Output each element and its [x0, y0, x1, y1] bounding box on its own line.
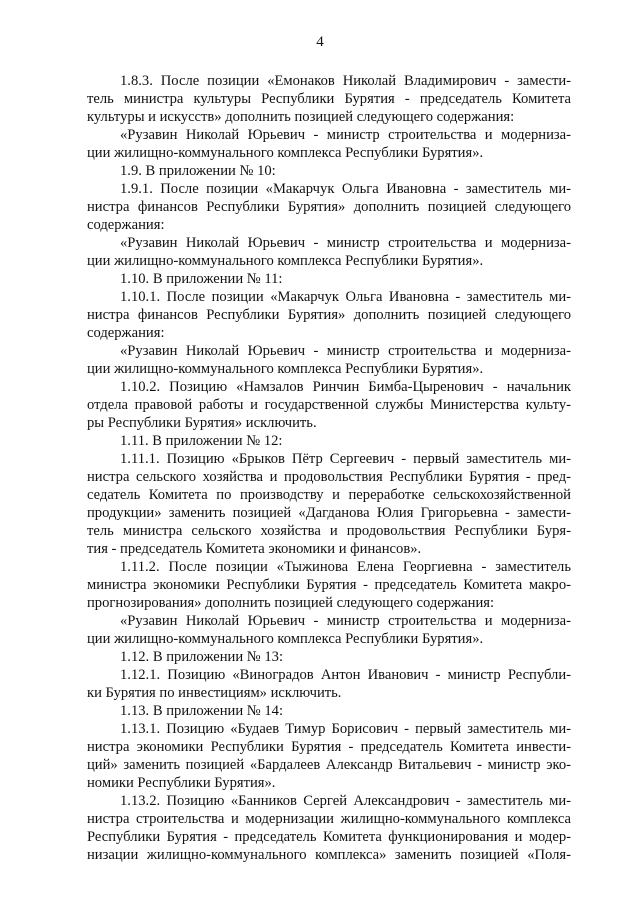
text-line: нистра финансов Республики Бурятия» дополнить позицией следующего	[87, 199, 571, 215]
text-line: тель министра культуры Республики Бурятия - председатель Комитета	[87, 91, 571, 107]
text-line: тия - председатель Комитета экономики и финансов».	[87, 541, 422, 557]
text-line: «Рузавин Николай Юрьевич - министр строительства и модерниза-	[120, 235, 571, 251]
text-line: 1.10.2. Позицию «Намзалов Ринчин Бимба-Цыренович - начальник	[120, 379, 571, 395]
text-line: ции жилищно-коммунального комплекса Республики Бурятия».	[87, 253, 484, 269]
text-line: нистра сельского хозяйства и продовольствия Республики Бурятия - пред-	[87, 469, 571, 485]
text-line: ции жилищно-коммунального комплекса Республики Бурятия».	[87, 361, 484, 377]
text-line: 1.11. В приложении № 12:	[120, 433, 283, 449]
text-line: ки Бурятия по инвестициям» исключить.	[87, 685, 342, 701]
text-line: министра экономики Республики Бурятия - председатель Комитета макро-	[87, 577, 571, 593]
document-body	[87, 72, 571, 864]
text-line: тель министра сельского хозяйства и продовольствия Республики Буря-	[87, 523, 571, 539]
text-line: «Рузавин Николай Юрьевич - министр строительства и модерниза-	[120, 343, 571, 359]
text-line: низации жилищно-коммунального комплекса» заменить позицией «Поля-	[87, 847, 571, 863]
text-line: ции жилищно-коммунального комплекса Республики Бурятия».	[87, 631, 484, 647]
text-line: 1.10.1. После позиции «Макарчук Ольга Ивановна - заместитель ми-	[120, 289, 571, 305]
text-line: отдела правовой работы и государственной службы Министерства культу-	[87, 397, 571, 413]
text-line: 1.13.2. Позицию «Банников Сергей Александрович - заместитель ми-	[120, 793, 571, 809]
text-line: культуры и искусств» дополнить позицией следующего содержания:	[87, 109, 515, 125]
text-line: ций» заменить позицией «Бардалеев Александр Витальевич - министр эко-	[87, 757, 571, 773]
text-line: 1.13.1. Позицию «Будаев Тимур Борисович - первый заместитель ми-	[120, 721, 571, 737]
text-line: 1.10. В приложении № 11:	[120, 271, 283, 287]
text-line: прогнозирования» дополнить позицией следующего содержания:	[87, 595, 495, 611]
text-line: «Рузавин Николай Юрьевич - министр строительства и модерниза-	[120, 127, 571, 143]
text-line: нистра экономики Республики Бурятия - председатель Комитета инвести-	[87, 739, 571, 755]
text-line: седатель Комитета по производству и переработке сельскохозяйственной	[87, 487, 571, 503]
page-number: 4	[316, 34, 324, 50]
text-line: 1.9.1. После позиции «Макарчук Ольга Ивановна - заместитель ми-	[120, 181, 571, 197]
text-line: 1.8.3. После позиции «Емонаков Николай Владимирович - замести-	[120, 73, 571, 89]
text-line: нистра строительства и модернизации жилищно-коммунального комплекса	[87, 811, 571, 827]
text-line: продукции» заменить позицией «Дагданова Юлия Григорьевна - замести-	[87, 505, 571, 521]
text-line: Республики Бурятия - председатель Комитета функционирования и модер-	[87, 829, 571, 845]
text-line: содержания:	[87, 325, 165, 341]
text-line: содержания:	[87, 217, 165, 233]
text-line: нистра финансов Республики Бурятия» дополнить позицией следующего	[87, 307, 571, 323]
text-line: ры Республики Бурятия» исключить.	[87, 415, 317, 431]
text-line: 1.13. В приложении № 14:	[120, 703, 284, 719]
text-line: номики Республики Бурятия».	[87, 775, 276, 791]
text-line: ции жилищно-коммунального комплекса Республики Бурятия».	[87, 145, 484, 161]
text-line: 1.11.2. После позиции «Тыжинова Елена Георгиевна - заместитель	[120, 559, 571, 575]
text-line: 1.12. В приложении № 13:	[120, 649, 284, 665]
text-line: 1.11.1. Позицию «Брыков Пётр Сергеевич - первый заместитель ми-	[120, 451, 571, 467]
text-line: 1.12.1. Позицию «Виноградов Антон Иванович - министр Республи-	[120, 667, 571, 683]
text-line: «Рузавин Николай Юрьевич - министр строительства и модерниза-	[120, 613, 571, 629]
text-line: 1.9. В приложении № 10:	[120, 163, 276, 179]
